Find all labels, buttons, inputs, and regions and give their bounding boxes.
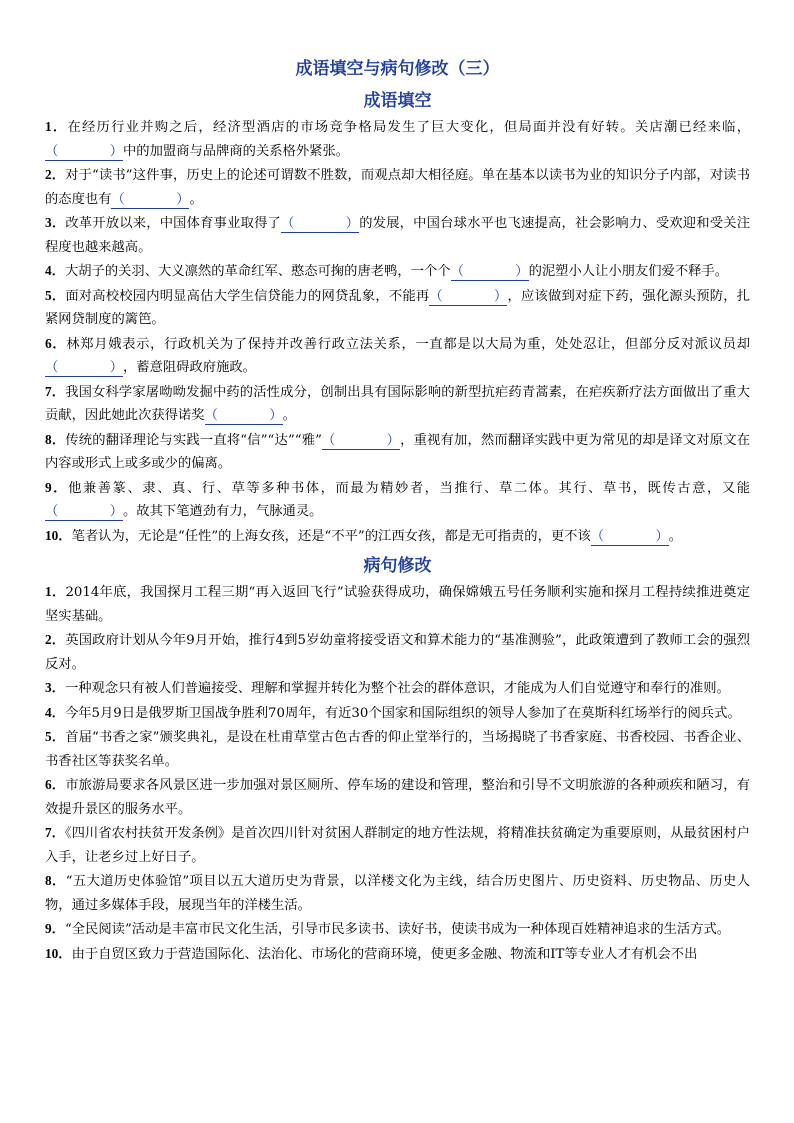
question-text-after: ，蓄意阻碍政府施政。: [123, 360, 256, 375]
question-text-after: 的泥塑小人让小朋友们爱不释手。: [528, 264, 729, 279]
question-text: 2014年底，我国探月工程三期“再入返回飞行”试验获得成功，确保嫦娥五号任务顺利实施和探月工程持续推进奠定坚实基础。: [45, 585, 750, 624]
answer-blank[interactable]: [45, 504, 123, 521]
sentence-question: [45, 580, 750, 628]
question-number: 4．: [45, 704, 65, 720]
question-number: 3．: [45, 680, 65, 695]
idiom-question: [45, 524, 750, 549]
sentence-question: [45, 701, 750, 726]
question-text-before: 对于“读书”这件事，历史上的论述可谓数不胜数，而观点却大相径庭。单在基本以读书为业的知识分子内部，对读书的态度也有: [45, 168, 750, 207]
question-number: 8．: [45, 873, 66, 888]
idiom-question: [45, 284, 750, 332]
question-number: 1．: [45, 584, 66, 599]
section-heading-sentence-correction: 病句修改: [363, 556, 432, 576]
answer-blank[interactable]: [45, 360, 123, 377]
idiom-question: [45, 211, 750, 259]
sentence-question: [45, 821, 750, 869]
question-number: 3．: [45, 215, 66, 230]
question-text: 《四川省农村扶贫开发条例》是首次四川针对贫困人群制定的地方性法规，将精准扶贫确定为重要原则，从最贫困村户入手，让老乡过上好日子。: [45, 826, 750, 865]
idiom-question: [45, 380, 750, 428]
question-text-before: 他兼善篆、隶、真、行、草等多种书体，而最为精妙者，当推行、草二体。其行、草书，既传古意，又能: [68, 480, 751, 496]
question-text-after: 。: [189, 191, 203, 207]
page-title: 成语填空与病句修改（三）: [295, 59, 500, 79]
answer-blank[interactable]: [591, 529, 669, 546]
question-number: 6．: [45, 335, 67, 351]
question-text-before: 面对高校校园内明显高估大学生信贷能力的网贷乱象，不能再: [65, 288, 430, 304]
sentence-question: [45, 942, 750, 967]
question-text: “五大道历史体验馆”项目以五大道历史为背景，以洋楼文化为主线，结合历史图片、历史资料、历史物品、历史人物，通过多媒体手段，展现当年的洋楼生活。: [45, 874, 750, 913]
question-text-before: 大胡子的关羽、大义凛然的革命红军、憨态可掬的唐老鸭，一个个: [64, 264, 451, 279]
question-text-before: 林郑月娥表示，行政机关为了保持并改善行政立法关系，一直都是以大局为重，处处忍让，但部分反对派议员却: [66, 336, 751, 352]
idiom-question: [45, 259, 750, 284]
question-text-after: 。: [282, 408, 296, 423]
question-text: 一种观念只有被人们普遍接受、理解和掌握并转化为整个社会的群体意识，才能成为人们自觉遵守和奉行的准则。: [64, 681, 730, 696]
answer-blank[interactable]: [429, 289, 507, 306]
question-number: 10．: [45, 945, 72, 961]
sentence-question: [45, 676, 750, 701]
question-text: 今年5月9日是俄罗斯卫国战争胜利70周年，有近30个国家和国际组织的领导人参加了在莫斯科红场举行的阅兵式。: [64, 705, 741, 721]
question-number: 5．: [45, 729, 66, 744]
answer-blank[interactable]: [281, 216, 359, 233]
question-number: 7．: [45, 383, 66, 399]
sentence-question: [45, 869, 750, 917]
idiom-question: [45, 476, 750, 524]
question-text-after: 的发展，中国台球水平也飞速提高，社会影响力、受欢迎和受关注程度也越来越高。: [45, 216, 751, 255]
sentence-question: [45, 773, 750, 821]
question-number: 9．: [45, 479, 69, 495]
question-text-before: 在经历行业并购之后，经济型酒店的市场竞争格局发生了巨大变化，但局面并没有好转。关店潮已经来临，: [67, 120, 750, 135]
idiom-question: [45, 428, 750, 476]
question-text-after: 。故其下笔遒劲有力，气脉通灵。: [123, 504, 323, 519]
question-number: 1．: [45, 119, 68, 134]
question-text: “全民阅读”活动是丰富市民文化生活，引导市民多读书、读好书，使读书成为一种体现百姓精神追求的生活方式。: [64, 922, 731, 937]
question-text-after: 中的加盟商与品牌商的关系格外紧张。: [123, 143, 350, 159]
question-number: 8．: [45, 431, 66, 447]
answer-blank[interactable]: [45, 144, 123, 161]
section-heading-idioms: 成语填空: [363, 91, 432, 111]
question-text-before: 我国女科学家屠呦呦发掘中药的活性成分，创制出具有国际影响的新型抗疟药青蒿素，在疟疾新疗法方面做出了重大贡献，因此她此次获得诺奖: [45, 384, 750, 423]
question-text-after: ，应该做到对症下药，强化源头预防，扎紧网贷制度的篱笆。: [45, 288, 751, 327]
sentence-question: [45, 917, 750, 942]
question-text-after: 。: [668, 528, 683, 544]
sentence-question: [45, 628, 750, 676]
question-number: 2．: [45, 167, 66, 182]
question-number: 5．: [45, 287, 66, 303]
question-number: 10．: [45, 527, 72, 543]
question-text: 由于自贸区致力于营造国际化、法治化、市场化的营商环境，使更多金融、物流和IT等专业人才有机会不出: [71, 946, 698, 962]
idiom-question: [45, 115, 750, 163]
question-text-before: 传统的翻译理论与实践一直将“信”“达”“雅”: [65, 432, 322, 448]
question-text-before: 笔者认为，无论是“任性”的上海女孩，还是“不平”的江西女孩，都是无可指责的，更不该: [71, 528, 591, 544]
question-number: 6．: [45, 777, 66, 792]
idiom-question: [45, 163, 750, 211]
question-number: 2．: [45, 632, 66, 647]
question-number: 7．: [45, 825, 65, 840]
document-page: [45, 58, 750, 966]
question-number: 4．: [45, 263, 65, 278]
question-text: 市旅游局要求各风景区进一步加强对景区厕所、停车场的建设和管理，整治和引导不文明旅游的各种顽疾和陋习，有效提升景区的服务水平。: [45, 778, 750, 817]
question-text: 英国政府计划从今年9月开始，推行4到5岁幼童将接受语文和算术能力的“基准测验”，此政策遭到了教师工会的强烈反对。: [45, 633, 750, 672]
idiom-question-list: [45, 115, 750, 548]
answer-blank[interactable]: [111, 192, 189, 209]
answer-blank[interactable]: [451, 264, 529, 281]
answer-blank[interactable]: [205, 408, 283, 425]
question-text-after: ，重视有加，然而翻译实践中更为常见的却是译文对原文在内容或形式上或多或少的偏离。: [45, 432, 750, 471]
question-text: 首届“书香之家”颁奖典礼，是设在杜甫草堂古色古香的仰止堂举行的，当场揭晓了书香家庭、书香校园、书香企业、书香社区等获奖名单。: [45, 730, 750, 769]
question-number: 9．: [45, 921, 65, 936]
idiom-question: [45, 332, 750, 380]
sentence-question: [45, 725, 750, 773]
sentence-correction-list: [45, 580, 750, 966]
answer-blank[interactable]: [322, 433, 400, 450]
question-text-before: 改革开放以来，中国体育事业取得了: [65, 216, 282, 231]
